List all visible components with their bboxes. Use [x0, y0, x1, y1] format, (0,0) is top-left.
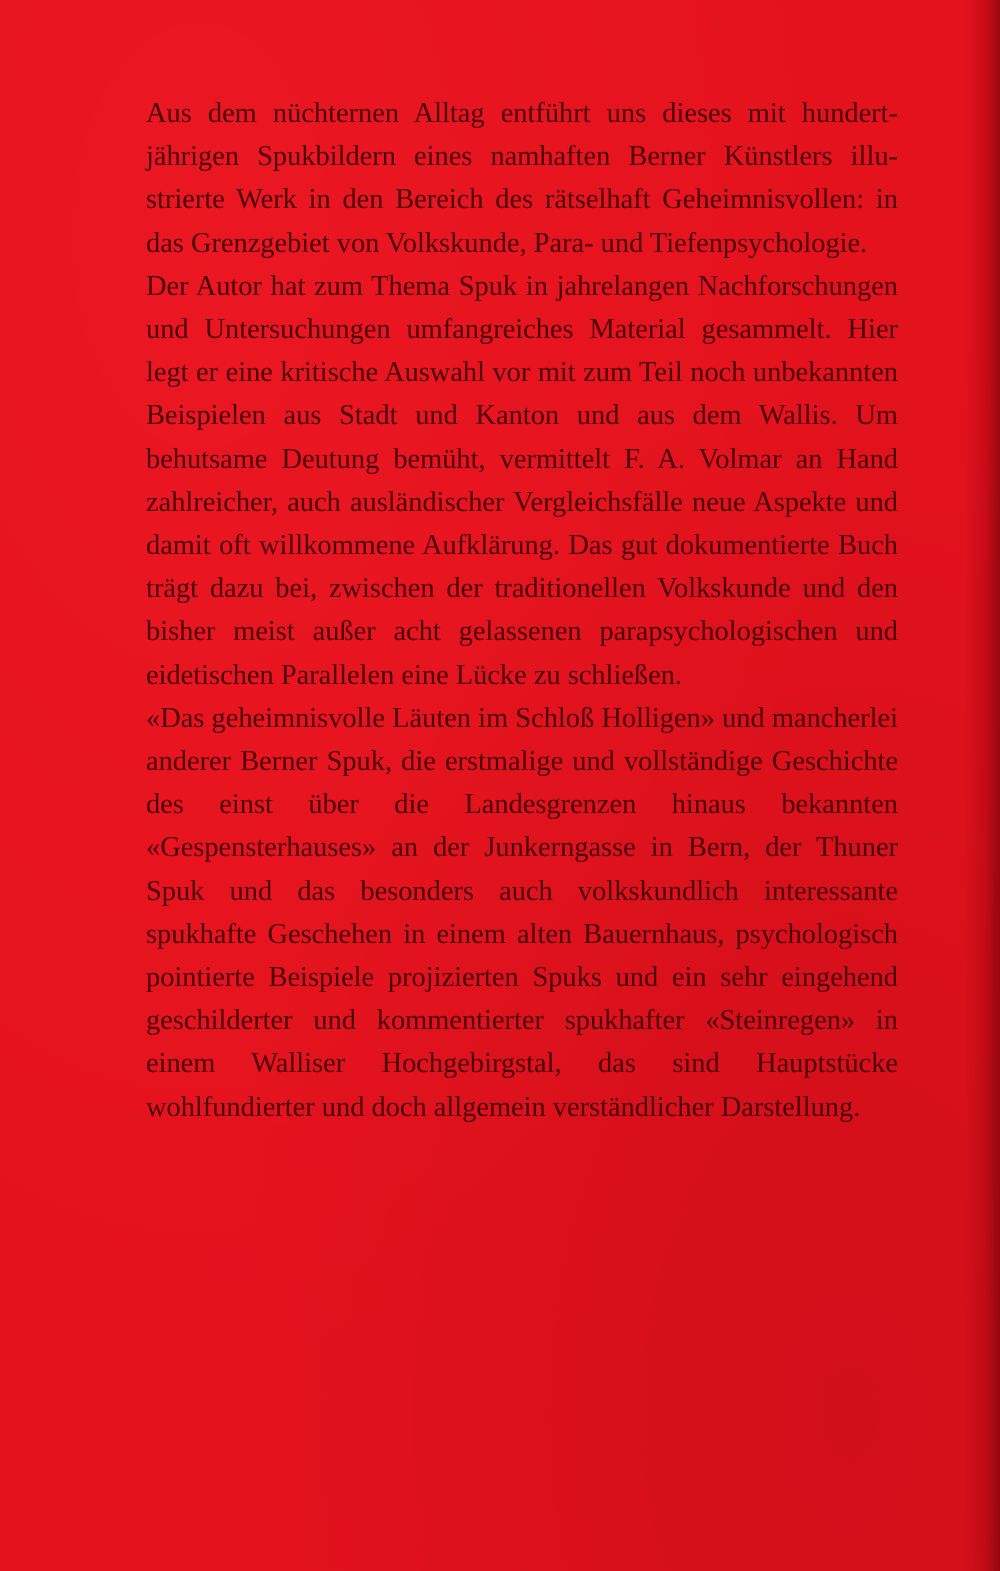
- blurb-text: [146, 92, 898, 1129]
- blurb-paragraph-intro: Aus dem nüchternen Alltag entführt uns dieses mit hundertjährigen Spukbildern eines namhaften Berner Künstlers illustrierte Werk in den Bereich des rätselhaft Geheimnisvollen: in das Grenzgebiet von Volkskunde, Para- und Tiefenpsychologie.: [146, 98, 898, 259]
- blurb-paragraph-author: Der Autor hat zum Thema Spuk in jahrelangen Nachforschungen und Untersuchungen umfangreiches Material gesammelt. Hier legt er eine kritische Auswahl vor mit zum Teil noch unbekannten Beispielen aus Stadt und Kanton und aus dem Wallis. Um behutsame Deutung bemüht, vermittelt F. A. Volmar an Hand zahlreicher, auch ausländischer Vergleichsfälle neue Aspekte und damit oft willkommene Aufklärung. Das gut dokumentierte Buch trägt dazu bei, zwischen der traditionellen Volkskunde und den bisher meist außer acht gelassenen parapsychologischen und eidetischen Parallelen eine Lücke zu schließen.: [146, 270, 898, 691]
- cover-edge-shadow: [964, 0, 1000, 1571]
- blurb-paragraph-contents: «Das geheimnisvolle Läuten im Schloß Holligen» und mancherlei anderer Berner Spuk, die erstmalige und vollständige Geschichte des einst über die Landesgrenzen hinaus bekannten «Gespensterhauses» an der Junkerngasse in Bern, der Thuner Spuk und das besonders auch volkskundlich interessante spukhafte Geschehen in einem alten Bauernhaus, psychologisch pointierte Beispiele projizierten Spuks und ein sehr eingehend geschilderter und kommentierter spukhafter «Steinregen» in einem Walliser Hochgebirgstal, das sind Hauptstücke wohlfundierter und doch allgemein verständlicher Darstellung.: [146, 702, 898, 1123]
